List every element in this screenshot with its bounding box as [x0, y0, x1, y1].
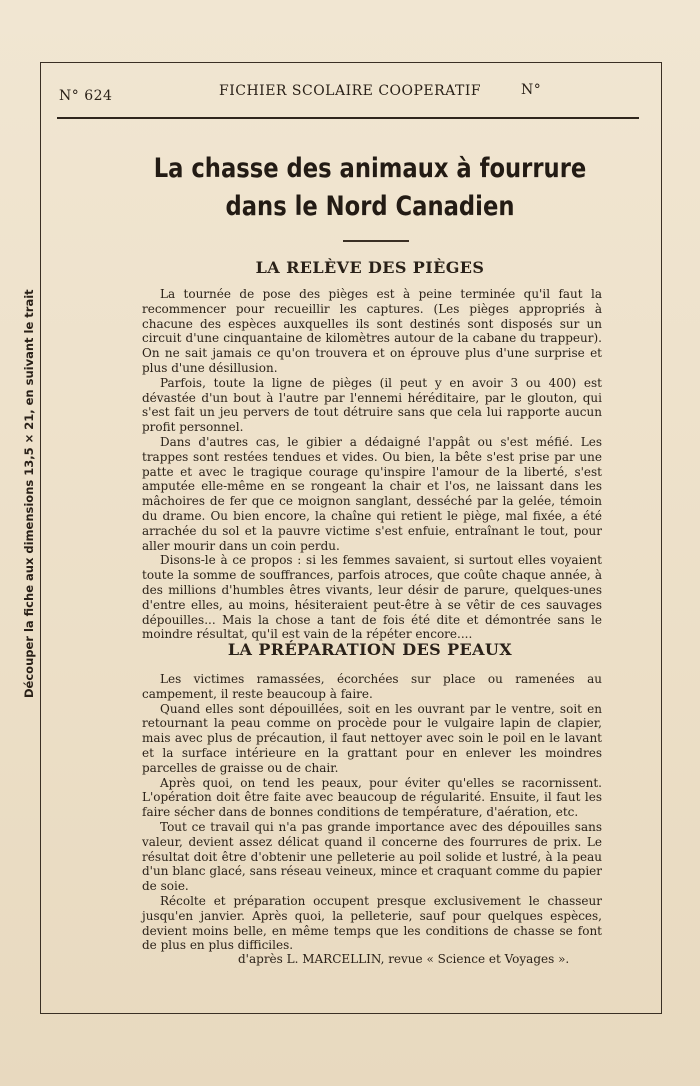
section-heading-releve: LA RELÈVE DES PIÈGES — [255, 258, 485, 277]
section-body-preparation — [142, 672, 602, 953]
section-body-releve — [142, 287, 602, 642]
page-title-line-2: dans le Nord Canadien — [225, 191, 515, 222]
card-number-blank: N° — [521, 82, 542, 98]
paragraph: Parfois, toute la ligne de pièges (il peut y en avoir 3 ou 400) est dévastée d'un bout à l'autre par l'ennemi héréditaire, par le glouton, qui s'est fait un jeu pervers de tout détruire sans que cela lui rapporte aucun profit personnel. — [142, 375, 602, 435]
header-divider — [57, 117, 639, 119]
paragraph: La tournée de pose des pièges est à peine terminée qu'il faut la recommencer pour recueillir les captures. (Les pièges appropriés à chacune des espèces auxquelles ils sont destinés sont disposés sur un circuit d'une cinquantaine de kilomètres autour de la cabane du trappeur). On ne sait jamais ce qu'on trouvera et on éprouve plus d'une surprise et plus d'une désillusion. — [142, 287, 602, 375]
card-number: N° 624 — [59, 88, 113, 104]
card-header — [57, 80, 641, 108]
paragraph: Disons-le à ce propos : si les femmes savaient, si surtout elles voyaient toute la somme de souffrances, parfois atroces, que coûte chaque année, à des millions d'humbles êtres vivants, leur désir de parure, quelques-unes d'entre elles, au moins, hésiteraient peut-être à se vêtir de ces sauvages dépouilles... Mais la chose a tant de fois été dite et démontrée sans le moindre résultat, qu'il est vain de la répéter encore.... — [142, 553, 602, 642]
paragraph: Tout ce travail qui n'a pas grande importance avec des dépouilles sans valeur, devient assez délicat quand il concerne des fourrures de prix. Le résultat doit être d'obtenir une pelleterie au poil solide et lustré, à la peau d'un blanc glacé, sans réseau veineux, mince et craquant comme du papier de soie. — [142, 819, 602, 894]
paragraph: Récolte et préparation occupent presque exclusivement le chasseur jusqu'en janvier. Après quoi, la pelleterie, sauf pour quelques espèces, devient moins belle, en même temps que les conditions de chasse se font de plus en plus difficiles. — [142, 893, 602, 953]
paragraph: Quand elles sont dépouillées, soit en les ouvrant par le ventre, soit en retournant la peau comme on procède pour le vulgaire lapin de clapier, mais avec plus de précaution, il faut nettoyer avec soin le poil en le lavant et la surface intérieure en la grattant pour en enlever les moindres parcelles de graisse ou de chair. — [142, 701, 602, 775]
page-title — [143, 150, 597, 226]
series-title: FICHIER SCOLAIRE COOPERATIF — [219, 83, 482, 99]
source-attribution: d'après L. MARCELLIN, revue « Science et Voyages ». — [238, 952, 570, 966]
paragraph: Les victimes ramassées, écorchées sur place ou ramenées au campement, il reste beaucoup à faire. — [142, 672, 602, 701]
paragraph: Après quoi, on tend les peaux, pour éviter qu'elles se racornissent. L'opération doit être faite avec beaucoup de régularité. Ensuite, il faut les faire sécher dans de bonnes conditions de température, d'aération, etc. — [142, 775, 602, 820]
cutting-instruction: Découper la fiche aux dimensions 13,5 × 21, en suivant le trait — [22, 289, 36, 698]
page-title-line-1: La chasse des animaux à fourrure — [153, 153, 587, 184]
title-divider — [343, 240, 409, 242]
paragraph: Dans d'autres cas, le gibier a dédaigné l'appât ou s'est méfié. Les trappes sont restées tendues et vides. Ou bien, la bête s'est prise par une patte et avec le tragique courage qu'inspire l'amour de la liberté, s'est amputée elle-même en se rongeant la chair et l'os, ne laissant dans les mâchoires de fer que ce moignon sanglant, desséché par la gelée, témoin du drame. Ou bien encore, la chaîne qui retient le piège, mal fixée, a été arrachée du sol et la pauvre victime s'est enfuie, entraînant le tout, pour aller mourir dans un coin perdu. — [142, 434, 602, 553]
section-heading-preparation: LA PRÉPARATION DES PEAUX — [227, 640, 513, 659]
